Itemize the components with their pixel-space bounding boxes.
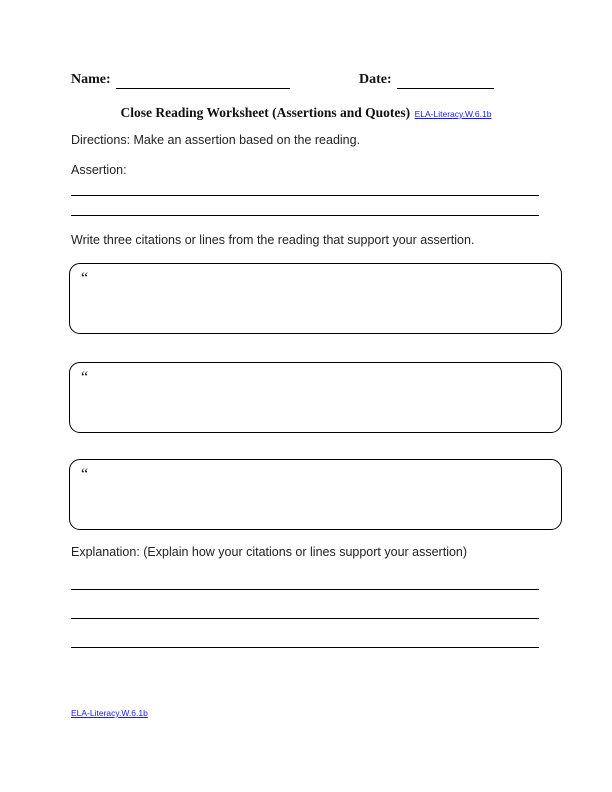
explanation-line[interactable] [71, 647, 539, 648]
citation-box[interactable] [69, 362, 562, 433]
citation-box[interactable] [69, 263, 562, 334]
explanation-label: Explanation: (Explain how your citations or lines support your assertion) [71, 545, 468, 559]
explanation-line[interactable] [71, 618, 539, 619]
date-field[interactable] [397, 88, 494, 89]
directions-text: Directions: Make an assertion based on the reading. [71, 133, 361, 147]
quote-mark: “ [81, 270, 89, 287]
worksheet-title-row [0, 104, 612, 122]
footer-standard-link[interactable]: ELA-Literacy.W.6.1b [71, 708, 148, 718]
worksheet-title: Close Reading Worksheet (Assertions and Quotes) [120, 105, 411, 120]
assertion-line[interactable] [71, 195, 539, 196]
standard-link[interactable]: ELA-Literacy.W.6.1b [414, 109, 492, 119]
name-field[interactable] [116, 88, 290, 89]
date-label: Date: [359, 72, 392, 87]
quote-mark: “ [81, 369, 89, 386]
explanation-line[interactable] [71, 589, 539, 590]
assertion-line[interactable] [71, 215, 539, 216]
assertion-label: Assertion: [71, 163, 127, 177]
quote-mark: “ [81, 466, 89, 483]
citation-box[interactable] [69, 459, 562, 530]
citations-prompt: Write three citations or lines from the reading that support your assertion. [71, 233, 475, 247]
name-label: Name: [71, 72, 111, 87]
